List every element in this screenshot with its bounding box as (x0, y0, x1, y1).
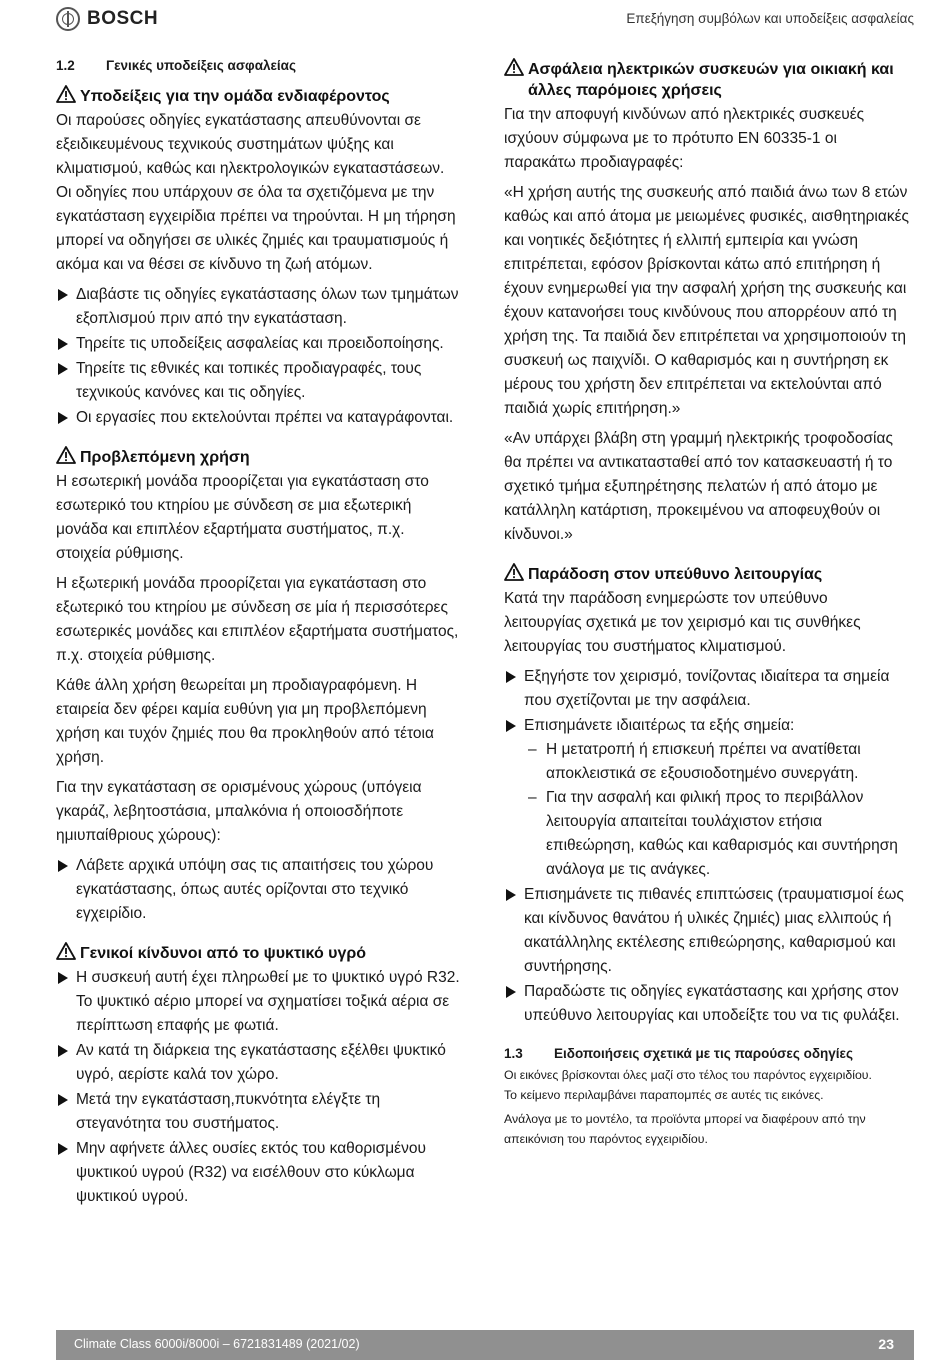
page-footer (56, 1330, 914, 1360)
target-group-list (56, 283, 461, 430)
left-column (56, 58, 461, 1215)
list-item: Η συσκευή αυτή έχει πληρωθεί με το ψυκτικό υγρό R32. Το ψυκτικό αέριο μπορεί να σχηματίσει τοξικά αέρια σε περίπτωση επαφής με φωτιά. (56, 966, 461, 1038)
warning-triangle-icon (56, 85, 76, 103)
electrical-safety-quote-1: «Η χρήση αυτής της συσκευής από παιδιά άνω των 8 ετών καθώς και από άτομα με μειωμένες φυσικές, αισθητηριακές και νοητικές δεξιότητες ή ελλιπή εμπειρία και γνώση επιτρέπεται, εφόσον βρίσκονται κάτω από επιτήρηση ή έχουν ενημερωθεί για την ασφαλή χρήση της συσκευής και έχουν κατανοήσει τους κινδύνους που απορρέουν από τη χρήση της. Τα παιδιά δεν επιτρέπεται να χρησιμοποιούν τη συσκευή ως παιχνίδι. Ο καθαρισμός και η συντήρηση εκ μέρους του χρήστη δεν επιτρέπεται να εκτελούνται από παιδιά χωρίς επιτήρηση.» (504, 184, 909, 417)
warning-triangle-icon (504, 58, 524, 76)
bullet-arrow-icon (58, 1045, 68, 1057)
section-number: 1.3 (504, 1046, 523, 1061)
list-item: Τηρείτε τις υποδείξεις ασφαλείας και προειδοποίησης. (56, 332, 461, 356)
section-1-2-heading (56, 58, 461, 73)
brand-name: BOSCH (87, 8, 159, 29)
intended-use-heading: Προβλεπόμενη χρήση (56, 446, 461, 468)
handover-sublist (524, 738, 909, 882)
bullet-arrow-icon (58, 1143, 68, 1155)
list-item: Παραδώστε τις οδηγίες εγκατάστασης και χρήσης στον υπεύθυνο λειτουργίας και υποδείξτε του να τις φυλάξει. (504, 980, 909, 1028)
sub-list-item: – Για την ασφαλή και φιλική προς το περιβάλλον λειτουργία απαιτείται τουλάχιστον ετήσια επιθεώρηση, καθώς και καθαρισμός και συντήρηση ανάλογα με τις ανάγκες. (528, 789, 898, 878)
document-reference: Climate Class 6000i/8000i – 6721831489 (2021/02) (74, 1337, 360, 1351)
bullet-arrow-icon (58, 1094, 68, 1106)
handover-list (504, 665, 909, 1028)
list-item: Οι εργασίες που εκτελούνται πρέπει να καταγράφονται. (56, 406, 461, 430)
electrical-safety-quote-2: «Αν υπάρχει βλάβη στη γραμμή ηλεκτρικής τροφοδοσίας θα πρέπει να αντικατασταθεί από τον κατασκευαστή ή το σχετικό τμήμα εξυπηρέτησης πελατών ή από άτομο με κατάλληλη κατάρτιση, προκειμένου να αποφευχθούν οι κίνδυνοι.» (504, 430, 893, 543)
section-number: 1.2 (56, 58, 75, 73)
list-item: Αν κατά τη διάρκεια της εγκατάστασης εξέλθει ψυκτικό υγρό, αερίστε καλά τον χώρο. (56, 1039, 461, 1087)
running-header-title: Επεξήγηση συμβόλων και υποδείξεις ασφαλείας (626, 11, 914, 26)
intended-use-list (56, 854, 461, 926)
section-title: Ειδοποιήσεις σχετικά με τις παρούσες οδηγίες (554, 1046, 853, 1061)
target-group-text: Οι παρούσες οδηγίες εγκατάστασης απευθύνονται σε εξειδικευμένους τεχνικούς συστημάτων ψύξης και κλιματισμού, καθώς και ηλεκτρολογικών εγκαταστάσεων. Οι οδηγίες που υπάρχουν σε όλα τα σχετιζόμενα με την εγκατάσταση εγχειρίδια πρέπει να τηρούνται. Η μη τήρηση μπορεί να οδηγήσει σε υλικές ζημιές και τραυματισμούς ή ακόμα και να θέσει σε κίνδυνο τη ζωή ατόμων. (56, 112, 456, 273)
figures-note: Οι εικόνες βρίσκονται όλες μαζί στο τέλος του παρόντος εγχειριδίου. Το κείμενο περιλαμβάνει παραπομπές σε αυτές τις εικόνες. (504, 1068, 872, 1102)
intended-use-rooms-text: Για την εγκατάσταση σε ορισμένους χώρους (υπόγεια γκαράζ, λεβητοστάσια, μπαλκόνια ή οποιοσδήποτε ημιυπαίθριους χώρους): (56, 779, 422, 844)
section-title: Γενικές υποδείξεις ασφαλείας (106, 58, 296, 73)
warning-triangle-icon (56, 942, 76, 960)
bullet-arrow-icon (58, 363, 68, 375)
list-item: Επισημάνετε ιδιαιτέρως τα εξής σημεία: – Η μετατροπή ή επισκευή πρέπει να ανατίθεται αποκλειστικά σε εξουσιοδοτημένο συνεργάτη. – Για την ασφαλή και φιλική προς το περιβάλλον λειτουργία απαιτείται τουλάχιστον ετήσια επιθεώρηση, καθώς και καθαρισμός και συντήρηση ανάλογα με τις ανάγκες. (504, 714, 909, 882)
page-header (0, 0, 950, 40)
list-item: Τηρείτε τις εθνικές και τοπικές προδιαγραφές, τους τεχνικούς κανόνες και τις οδηγίες. (56, 357, 461, 405)
bullet-arrow-icon (506, 986, 516, 998)
bullet-arrow-icon (58, 338, 68, 350)
electrical-safety-heading: Ασφάλεια ηλεκτρικών συσκευών για οικιακή και άλλες παρόμοιες χρήσεις (504, 58, 909, 101)
section-1-3-heading (504, 1046, 909, 1061)
intended-use-other-text: Κάθε άλλη χρήση θεωρείται μη προδιαγραφόμενη. Η εταιρεία δεν φέρει καμία ευθύνη για μη προβλεπόμενη χρήση και τυχόν ζημιές που θα προκληθούν από τέτοια χρήση. (56, 677, 434, 766)
list-item: Λάβετε αρχικά υπόψη σας τις απαιτήσεις του χώρου εγκατάστασης, όπως αυτές ορίζονται στο τεχνικό εγχειρίδιο. (56, 854, 461, 926)
intended-use-outdoor-text: Η εξωτερική μονάδα προορίζεται για εγκατάσταση στο εξωτερικό του κτηρίου με σύνδεση σε μία ή περισσότερες εσωτερικές μονάδες και επιπλέον εξαρτήματα συστήματος, π.χ. στοιχεία ρύθμισης. (56, 575, 459, 664)
bullet-arrow-icon (58, 412, 68, 424)
model-variation-note: Ανάλογα με το μοντέλο, τα προϊόντα μπορεί να διαφέρουν από την απεικόνιση του παρόντος εγχειριδίου. (504, 1112, 866, 1146)
handover-heading: Παράδοση στον υπεύθυνο λειτουργίας (504, 563, 909, 585)
bosch-armature-icon (56, 7, 80, 31)
list-item: Μην αφήνετε άλλες ουσίες εκτός του καθορισμένου ψυκτικού υγρού (R32) να εισέλθουν στο κύκλωμα ψυκτικού υγρού. (56, 1137, 461, 1209)
bullet-arrow-icon (58, 972, 68, 984)
bullet-arrow-icon (506, 720, 516, 732)
handover-text: Κατά την παράδοση ενημερώστε τον υπεύθυνο λειτουργίας σχετικά με τον χειρισμό και τις συνθήκες λειτουργίας του συστήματος κλιματισμού. (504, 590, 861, 655)
bullet-arrow-icon (506, 889, 516, 901)
right-column (504, 58, 909, 1153)
sub-list-item: – Η μετατροπή ή επισκευή πρέπει να ανατίθεται αποκλειστικά σε εξουσιοδοτημένο συνεργάτη. (528, 741, 861, 782)
bullet-arrow-icon (58, 289, 68, 301)
bullet-arrow-icon (58, 860, 68, 872)
refrigerant-list (56, 966, 461, 1209)
bosch-logo (56, 7, 158, 31)
intended-use-indoor-text: Η εσωτερική μονάδα προορίζεται για εγκατάσταση στο εσωτερικό του κτηρίου με σύνδεση σε μια εξωτερική μονάδα και επιπλέον εξαρτήματα συστήματος, π.χ. στοιχεία ρύθμισης. (56, 473, 429, 562)
refrigerant-heading: Γενικοί κίνδυνοι από το ψυκτικό υγρό (56, 942, 461, 964)
warning-triangle-icon (56, 446, 76, 464)
list-item: Μετά την εγκατάσταση,πυκνότητα ελέγξτε τη στεγανότητα του συστήματος. (56, 1088, 461, 1136)
bullet-arrow-icon (506, 671, 516, 683)
warning-triangle-icon (504, 563, 524, 581)
list-item: Εξηγήστε τον χειρισμό, τονίζοντας ιδιαίτερα τα σημεία που σχετίζονται με την ασφάλεια. (504, 665, 909, 713)
page-number: 23 (878, 1336, 894, 1352)
list-item: Επισημάνετε τις πιθανές επιπτώσεις (τραυματισμοί έως και κίνδυνος θανάτου ή υλικές ζημιές) μιας ελλιπούς ή ακατάλληλης εκτέλεσης επιθεώρησης, καθαρισμού και συντήρησης. (504, 883, 909, 979)
electrical-safety-intro: Για την αποφυγή κινδύνων από ηλεκτρικές συσκευές ισχύουν σύμφωνα με το πρότυπο EN 60335-1 οι παρακάτω προδιαγραφές: (504, 106, 865, 171)
target-group-heading: Υποδείξεις για την ομάδα ενδιαφέροντος (56, 85, 461, 107)
list-item: Διαβάστε τις οδηγίες εγκατάστασης όλων των τμημάτων εξοπλισμού πριν από την εγκατάσταση. (56, 283, 461, 331)
